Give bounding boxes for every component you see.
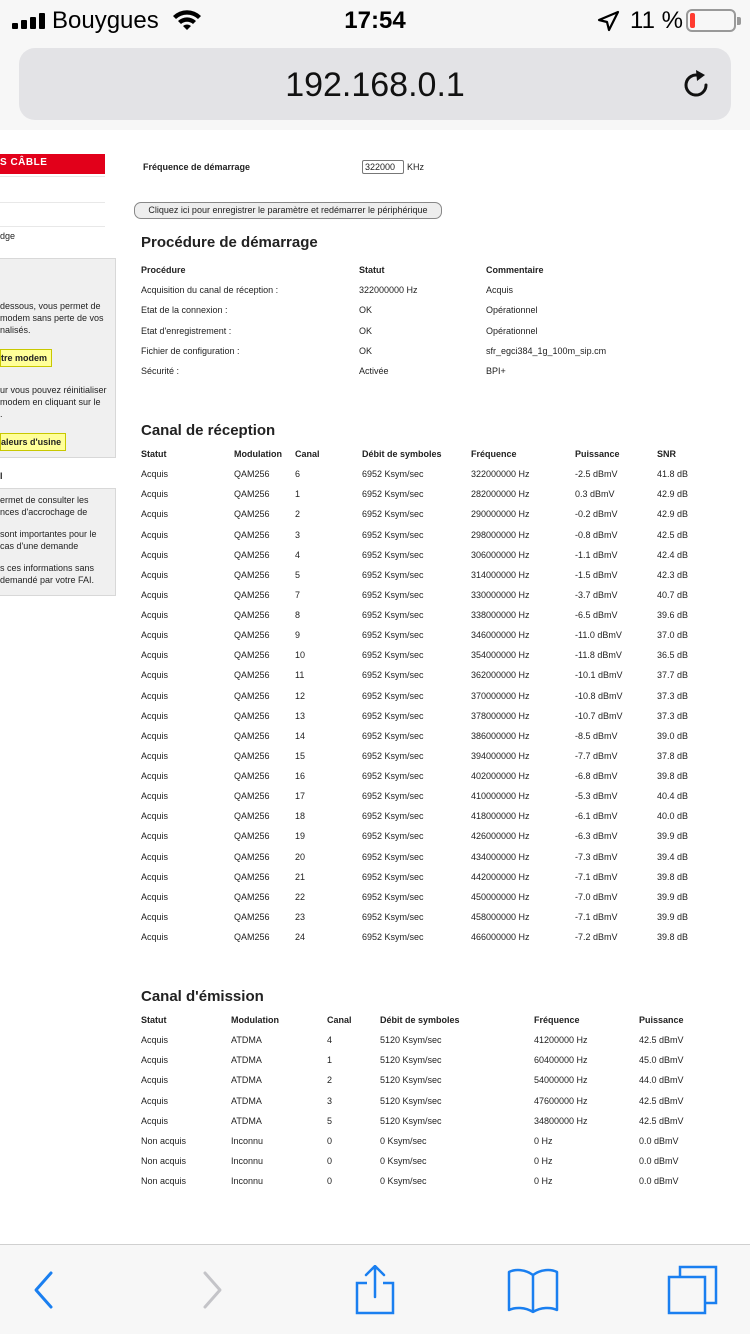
clock: 17:54 [344, 7, 406, 34]
panel-text: sont importantes pour le [0, 529, 97, 539]
table-cell: 386000000 Hz [471, 730, 530, 741]
table-cell: 442000000 Hz [471, 871, 530, 882]
table-cell: Acquis [141, 589, 169, 600]
table-cell: 0.0 dBmV [639, 1155, 679, 1166]
table-cell: 0 Hz [534, 1155, 553, 1166]
table-cell: 13 [295, 710, 306, 721]
table-cell: 362000000 Hz [471, 670, 530, 681]
table-cell: OK [359, 325, 373, 336]
table-cell: 6952 Ksym/sec [362, 610, 424, 620]
table-cell: QAM256 [234, 871, 270, 882]
downstream-title: Canal de réception [141, 422, 276, 439]
table-cell: 6952 Ksym/sec [362, 871, 424, 882]
table-cell: 338000000 Hz [471, 610, 530, 620]
table-cell: 39.4 dB [657, 851, 689, 862]
table-cell: Acquis [141, 851, 169, 862]
table-cell: 0 Ksym/sec [380, 1176, 427, 1186]
table-cell: Acquisition du canal de réception : [141, 285, 279, 296]
table-cell: 41.8 dB [657, 469, 689, 480]
table-cell: -7.1 dBmV [575, 911, 618, 922]
table-cell: Inconnu [231, 1135, 264, 1146]
table-cell: 0.0 dBmV [639, 1176, 679, 1186]
table-cell: 18 [295, 811, 306, 822]
table-cell: 39.9 dB [657, 831, 689, 842]
table-cell: 19 [295, 831, 306, 842]
table-cell: 45.0 dBmV [639, 1055, 684, 1066]
table-cell: 402000000 Hz [471, 771, 530, 781]
table-cell: 37.3 dB [657, 690, 689, 701]
reload-icon[interactable] [679, 68, 713, 102]
table-cell: 6952 Ksym/sec [362, 710, 424, 721]
table-cell: Acquis [141, 549, 169, 560]
sidebar-item-3[interactable]: dge [0, 226, 105, 246]
table-cell: QAM256 [234, 911, 270, 922]
table-cell: 6952 Ksym/sec [362, 811, 424, 822]
table-cell: sfr_egci384_1g_100m_sip.cm [486, 345, 607, 356]
table-cell: QAM256 [234, 690, 270, 701]
web-page [0, 130, 750, 1244]
table-cell: Acquis [141, 529, 169, 540]
table-cell: Activée [359, 365, 389, 376]
table-cell: 6952 Ksym/sec [362, 569, 424, 580]
table-cell: Acquis [141, 469, 169, 480]
table-cell: ATDMA [231, 1095, 262, 1106]
table-cell: 4 [327, 1035, 333, 1046]
table-cell: Acquis [141, 569, 169, 580]
table-cell: QAM256 [234, 589, 270, 600]
location-arrow-icon [596, 10, 620, 32]
table-cell: Opérationnel [486, 305, 538, 316]
table-cell: ATDMA [231, 1035, 262, 1046]
panel-text: cas d'une demande [0, 541, 79, 551]
table-cell: 298000000 Hz [471, 529, 530, 540]
table-cell: 17 [295, 791, 306, 802]
table-cell: 6 [295, 469, 301, 480]
table-cell: ATDMA [231, 1075, 262, 1086]
table-cell: 5 [327, 1115, 333, 1126]
column-header: Débit de symboles [362, 449, 442, 459]
upstream-title: Canal d'émission [141, 988, 264, 1005]
table-cell: 0 Ksym/sec [380, 1155, 427, 1166]
table-cell: 6952 Ksym/sec [362, 469, 424, 480]
table-cell: -6.3 dBmV [575, 831, 618, 842]
battery-icon [686, 9, 736, 32]
table-cell: 5120 Ksym/sec [380, 1095, 442, 1106]
table-cell: QAM256 [234, 710, 270, 721]
table-cell: 354000000 Hz [471, 650, 530, 661]
table-cell: 0.3 dBmV [575, 489, 615, 500]
table-cell: 5120 Ksym/sec [380, 1075, 442, 1086]
panel-text: s ces informations sans [0, 563, 95, 573]
table-cell: Etat d'enregistrement : [141, 325, 232, 336]
table-cell: 5120 Ksym/sec [380, 1055, 442, 1066]
table-cell: Sécurité : [141, 365, 180, 376]
table-cell: 0 [327, 1155, 333, 1166]
table-cell: -0.2 dBmV [575, 509, 618, 520]
table-cell: 60400000 Hz [534, 1055, 588, 1066]
table-cell: 6952 Ksym/sec [362, 650, 424, 661]
table-cell: 6952 Ksym/sec [362, 549, 424, 560]
table-cell: 47600000 Hz [534, 1095, 588, 1106]
table-cell: 3 [295, 529, 301, 540]
table-cell: 15 [295, 750, 306, 761]
table-cell: Acquis [141, 831, 169, 842]
table-cell: 24 [295, 932, 306, 942]
start-frequency-input[interactable]: 322000 [362, 160, 404, 174]
table-cell: -6.8 dBmV [575, 771, 618, 781]
table-cell: 8 [295, 610, 301, 620]
table-cell: 0 [327, 1176, 333, 1186]
table-cell: ATDMA [231, 1055, 262, 1066]
table-cell: 2 [327, 1075, 333, 1086]
table-cell: Non acquis [141, 1135, 187, 1146]
table-cell: Fichier de configuration : [141, 345, 240, 356]
address-bar[interactable] [19, 48, 731, 120]
table-cell: 6952 Ksym/sec [362, 851, 424, 862]
table-cell: QAM256 [234, 529, 270, 540]
table-cell: 42.4 dB [657, 549, 689, 560]
table-cell: -3.7 dBmV [575, 589, 618, 600]
frequency-unit: KHz [407, 162, 425, 172]
table-cell: 39.9 dB [657, 911, 689, 922]
table-cell: QAM256 [234, 549, 270, 560]
table-cell: 12 [295, 690, 306, 701]
table-cell: QAM256 [234, 489, 270, 500]
table-cell: 0 [327, 1135, 333, 1146]
table-cell: 34800000 Hz [534, 1115, 588, 1126]
table-cell: 1 [295, 489, 301, 500]
table-cell: 6952 Ksym/sec [362, 509, 424, 520]
table-cell: 20 [295, 851, 306, 862]
table-cell: QAM256 [234, 750, 270, 761]
table-cell: Acquis [141, 871, 169, 882]
table-cell: 314000000 Hz [471, 569, 530, 580]
table-cell: 378000000 Hz [471, 710, 530, 721]
table-cell: -6.5 dBmV [575, 610, 618, 620]
table-cell: 21 [295, 871, 306, 882]
table-cell: 6952 Ksym/sec [362, 911, 424, 922]
table-cell: QAM256 [234, 791, 270, 802]
table-cell: QAM256 [234, 630, 270, 641]
table-cell: Acquis [141, 730, 169, 741]
table-cell: Acquis [141, 750, 169, 761]
table-cell: QAM256 [234, 932, 270, 942]
panel-text: modem sans perte de vos [0, 313, 104, 323]
table-cell: -7.1 dBmV [575, 871, 618, 882]
table-cell: -8.5 dBmV [575, 730, 618, 741]
table-cell: 42.5 dBmV [639, 1095, 684, 1106]
table-cell: 42.9 dB [657, 489, 689, 500]
table-cell: 306000000 Hz [471, 549, 530, 560]
startup-procedure-title: Procédure de démarrage [141, 234, 318, 251]
table-cell: Non acquis [141, 1155, 187, 1166]
table-cell: -7.3 dBmV [575, 851, 618, 862]
table-cell: 434000000 Hz [471, 851, 530, 862]
table-cell: -10.8 dBmV [575, 690, 623, 701]
table-cell: 0 Hz [534, 1176, 553, 1186]
table-cell: -7.0 dBmV [575, 891, 618, 902]
column-header: Modulation [234, 449, 282, 459]
table-cell: 426000000 Hz [471, 831, 530, 842]
column-header: Débit de symboles [380, 1015, 460, 1025]
column-header: Puissance [639, 1015, 684, 1025]
table-cell: 0 Ksym/sec [380, 1135, 427, 1146]
table-cell: BPI+ [486, 365, 506, 376]
table-cell: 5 [295, 569, 301, 580]
table-cell: 44.0 dBmV [639, 1075, 684, 1086]
table-cell: Acquis [141, 1035, 169, 1046]
table-cell: -7.2 dBmV [575, 932, 618, 942]
panel-text: dessous, vous permet de [0, 301, 101, 311]
table-cell: Acquis [141, 710, 169, 721]
table-cell: 6952 Ksym/sec [362, 771, 424, 781]
panel-text: nces d'accrochage de [0, 507, 88, 517]
column-header: Puissance [575, 449, 620, 459]
table-cell: Inconnu [231, 1176, 264, 1186]
column-header: Modulation [231, 1015, 279, 1025]
table-cell: QAM256 [234, 610, 270, 620]
table-cell: ATDMA [231, 1115, 262, 1126]
panel-text: modem en cliquant sur le [0, 397, 101, 407]
table-cell: 7 [295, 589, 301, 600]
table-cell: 0.0 dBmV [639, 1135, 679, 1146]
save-and-restart-button[interactable]: Cliquez ici pour enregistrer le paramètre et redémarrer le périphérique [134, 202, 442, 219]
table-cell: 36.5 dB [657, 650, 689, 661]
table-cell: 41200000 Hz [534, 1035, 588, 1046]
battery-level [690, 13, 695, 28]
table-cell: Acquis [141, 1095, 169, 1106]
table-cell: Non acquis [141, 1176, 187, 1186]
table-cell: 5120 Ksym/sec [380, 1115, 442, 1126]
table-cell: -1.1 dBmV [575, 549, 618, 560]
table-cell: 22 [295, 891, 306, 902]
table-cell: 40.0 dB [657, 811, 689, 822]
back-icon[interactable] [14, 1265, 74, 1315]
table-cell: -0.8 dBmV [575, 529, 618, 540]
table-cell: -11.8 dBmV [575, 650, 622, 661]
table-cell: 410000000 Hz [471, 791, 530, 802]
table-cell: 346000000 Hz [471, 630, 530, 641]
column-header: Canal [327, 1015, 352, 1025]
table-cell: 16 [295, 771, 306, 781]
table-cell: QAM256 [234, 469, 270, 480]
column-header: Commentaire [486, 265, 544, 275]
table-cell: 6952 Ksym/sec [362, 750, 424, 761]
table-cell: 6952 Ksym/sec [362, 630, 424, 641]
table-cell: OK [359, 305, 373, 316]
table-cell: 39.8 dB [657, 932, 689, 942]
table-cell: QAM256 [234, 730, 270, 741]
table-cell: 39.6 dB [657, 610, 689, 620]
table-cell: 42.3 dB [657, 569, 689, 580]
sidebar-item-1[interactable] [0, 176, 105, 198]
table-cell: QAM256 [234, 891, 270, 902]
table-cell: 1 [327, 1055, 333, 1066]
table-cell: 37.0 dB [657, 630, 689, 641]
status-bar [0, 0, 750, 40]
table-cell: -7.7 dBmV [575, 750, 618, 761]
table-cell: 0 Hz [534, 1135, 553, 1146]
table-cell: 37.7 dB [657, 670, 689, 681]
table-cell: -1.5 dBmV [575, 569, 618, 580]
table-cell: QAM256 [234, 569, 270, 580]
browser-address-area [0, 40, 750, 130]
panel-text: nalisés. [0, 325, 31, 335]
table-cell: 282000000 Hz [471, 489, 530, 500]
bookmarks-icon[interactable] [503, 1265, 563, 1315]
table-cell: Acquis [141, 610, 169, 620]
table-cell: QAM256 [234, 670, 270, 681]
sidebar-item-cable[interactable]: S CÂBLE [0, 154, 105, 174]
panel-text: ermet de consulter les [0, 495, 89, 505]
column-header: Procédure [141, 265, 186, 275]
column-header: Statut [359, 265, 385, 275]
table-cell: QAM256 [234, 831, 270, 842]
table-cell: 6952 Ksym/sec [362, 791, 424, 802]
table-cell: -5.3 dBmV [575, 791, 618, 802]
table-cell: Acquis [141, 1055, 169, 1066]
table-cell: 6952 Ksym/sec [362, 670, 424, 681]
battery-percentage: 11 % [630, 7, 683, 34]
table-cell: 6952 Ksym/sec [362, 529, 424, 540]
url-text[interactable]: 192.168.0.1 [285, 66, 465, 104]
sidebar-panel-info [0, 488, 116, 596]
column-header: Statut [141, 1015, 167, 1025]
table-cell: 14 [295, 730, 306, 741]
carrier-name: Bouygues [52, 7, 159, 34]
table-cell: -6.1 dBmV [575, 811, 618, 822]
table-cell: 40.4 dB [657, 791, 689, 802]
table-cell: 6952 Ksym/sec [362, 730, 424, 741]
table-cell: Acquis [486, 285, 514, 296]
table-cell: 394000000 Hz [471, 750, 530, 761]
share-icon[interactable] [345, 1265, 405, 1315]
column-header: Fréquence [534, 1015, 580, 1025]
table-cell: 290000000 Hz [471, 509, 530, 520]
table-cell: Acquis [141, 911, 169, 922]
panel-text: ur vous pouvez réinitialiser [0, 385, 107, 395]
table-cell: 4 [295, 549, 301, 560]
table-cell: Opérationnel [486, 325, 538, 336]
table-cell: QAM256 [234, 811, 270, 822]
table-cell: 54000000 Hz [534, 1075, 588, 1086]
table-cell: 5120 Ksym/sec [380, 1035, 442, 1046]
sidebar-panel-reset [0, 258, 116, 458]
table-cell: 6952 Ksym/sec [362, 891, 424, 902]
table-cell: 39.8 dB [657, 771, 689, 781]
panel-text: demandé par votre FAI. [0, 575, 95, 585]
table-cell: Acquis [141, 489, 169, 500]
table-cell: 40.7 dB [657, 589, 689, 600]
forward-icon[interactable] [182, 1265, 242, 1315]
table-cell: Acquis [141, 670, 169, 681]
tabs-icon[interactable] [662, 1265, 722, 1315]
table-cell: 42.5 dB [657, 529, 689, 540]
panel-text: . [0, 409, 3, 419]
table-cell: Acquis [141, 690, 169, 701]
table-cell: 11 [295, 670, 305, 681]
sidebar-item-2[interactable] [0, 202, 105, 224]
table-cell: 458000000 Hz [471, 911, 530, 922]
start-frequency-label: Fréquence de démarrage [143, 162, 251, 172]
table-cell: 9 [295, 630, 301, 641]
table-cell: 42.5 dBmV [639, 1115, 684, 1126]
table-cell: -11.0 dBmV [575, 630, 622, 641]
column-header: Canal [295, 449, 320, 459]
table-cell: 39.0 dB [657, 730, 689, 741]
table-cell: 322000000 Hz [359, 285, 418, 296]
browser-toolbar [0, 1244, 750, 1334]
table-cell: Acquis [141, 650, 169, 661]
table-cell: 39.8 dB [657, 871, 689, 882]
table-cell: Acquis [141, 509, 169, 520]
table-cell: 2 [295, 509, 301, 520]
table-cell: 39.9 dB [657, 891, 689, 902]
table-cell: Etat de la connexion : [141, 305, 228, 316]
table-cell: -10.1 dBmV [575, 670, 623, 681]
table-cell: Acquis [141, 1115, 169, 1126]
table-cell: 6952 Ksym/sec [362, 489, 424, 500]
table-cell: 370000000 Hz [471, 690, 530, 701]
table-cell: 330000000 Hz [471, 589, 530, 600]
table-cell: Acquis [141, 771, 169, 781]
table-cell: 466000000 Hz [471, 932, 530, 942]
table-cell: 10 [295, 650, 306, 661]
table-cell: 42.5 dBmV [639, 1035, 684, 1046]
table-cell: Acquis [141, 891, 169, 902]
table-cell: 6952 Ksym/sec [362, 831, 424, 842]
factory-reset-button[interactable]: aleurs d'usine [0, 433, 66, 451]
table-cell: Acquis [141, 932, 169, 942]
table-cell: 418000000 Hz [471, 811, 530, 822]
table-cell: Acquis [141, 1075, 169, 1086]
table-cell: Acquis [141, 630, 169, 641]
table-cell: 37.8 dB [657, 750, 689, 761]
table-cell: QAM256 [234, 650, 270, 661]
table-cell: 37.3 dB [657, 710, 689, 721]
column-header: SNR [657, 449, 677, 459]
table-cell: Acquis [141, 791, 169, 802]
table-cell: 6952 Ksym/sec [362, 932, 424, 942]
restart-modem-button[interactable]: tre modem [0, 349, 52, 367]
table-cell: -2.5 dBmV [575, 469, 618, 480]
table-cell: QAM256 [234, 771, 270, 781]
column-header: Fréquence [471, 449, 517, 459]
table-cell: 42.9 dB [657, 509, 689, 520]
table-cell: QAM256 [234, 851, 270, 862]
table-cell: 3 [327, 1095, 333, 1106]
table-cell: OK [359, 345, 373, 356]
table-cell: 322000000 Hz [471, 469, 530, 480]
column-header: Statut [141, 449, 167, 459]
table-cell: 450000000 Hz [471, 891, 530, 902]
table-cell: 23 [295, 911, 306, 922]
table-cell: Acquis [141, 811, 169, 822]
table-cell: 6952 Ksym/sec [362, 589, 424, 600]
table-cell: QAM256 [234, 509, 270, 520]
table-cell: Inconnu [231, 1155, 264, 1166]
table-cell: -10.7 dBmV [575, 710, 623, 721]
sidebar-section-header: l [0, 471, 3, 481]
table-cell: 6952 Ksym/sec [362, 690, 424, 701]
